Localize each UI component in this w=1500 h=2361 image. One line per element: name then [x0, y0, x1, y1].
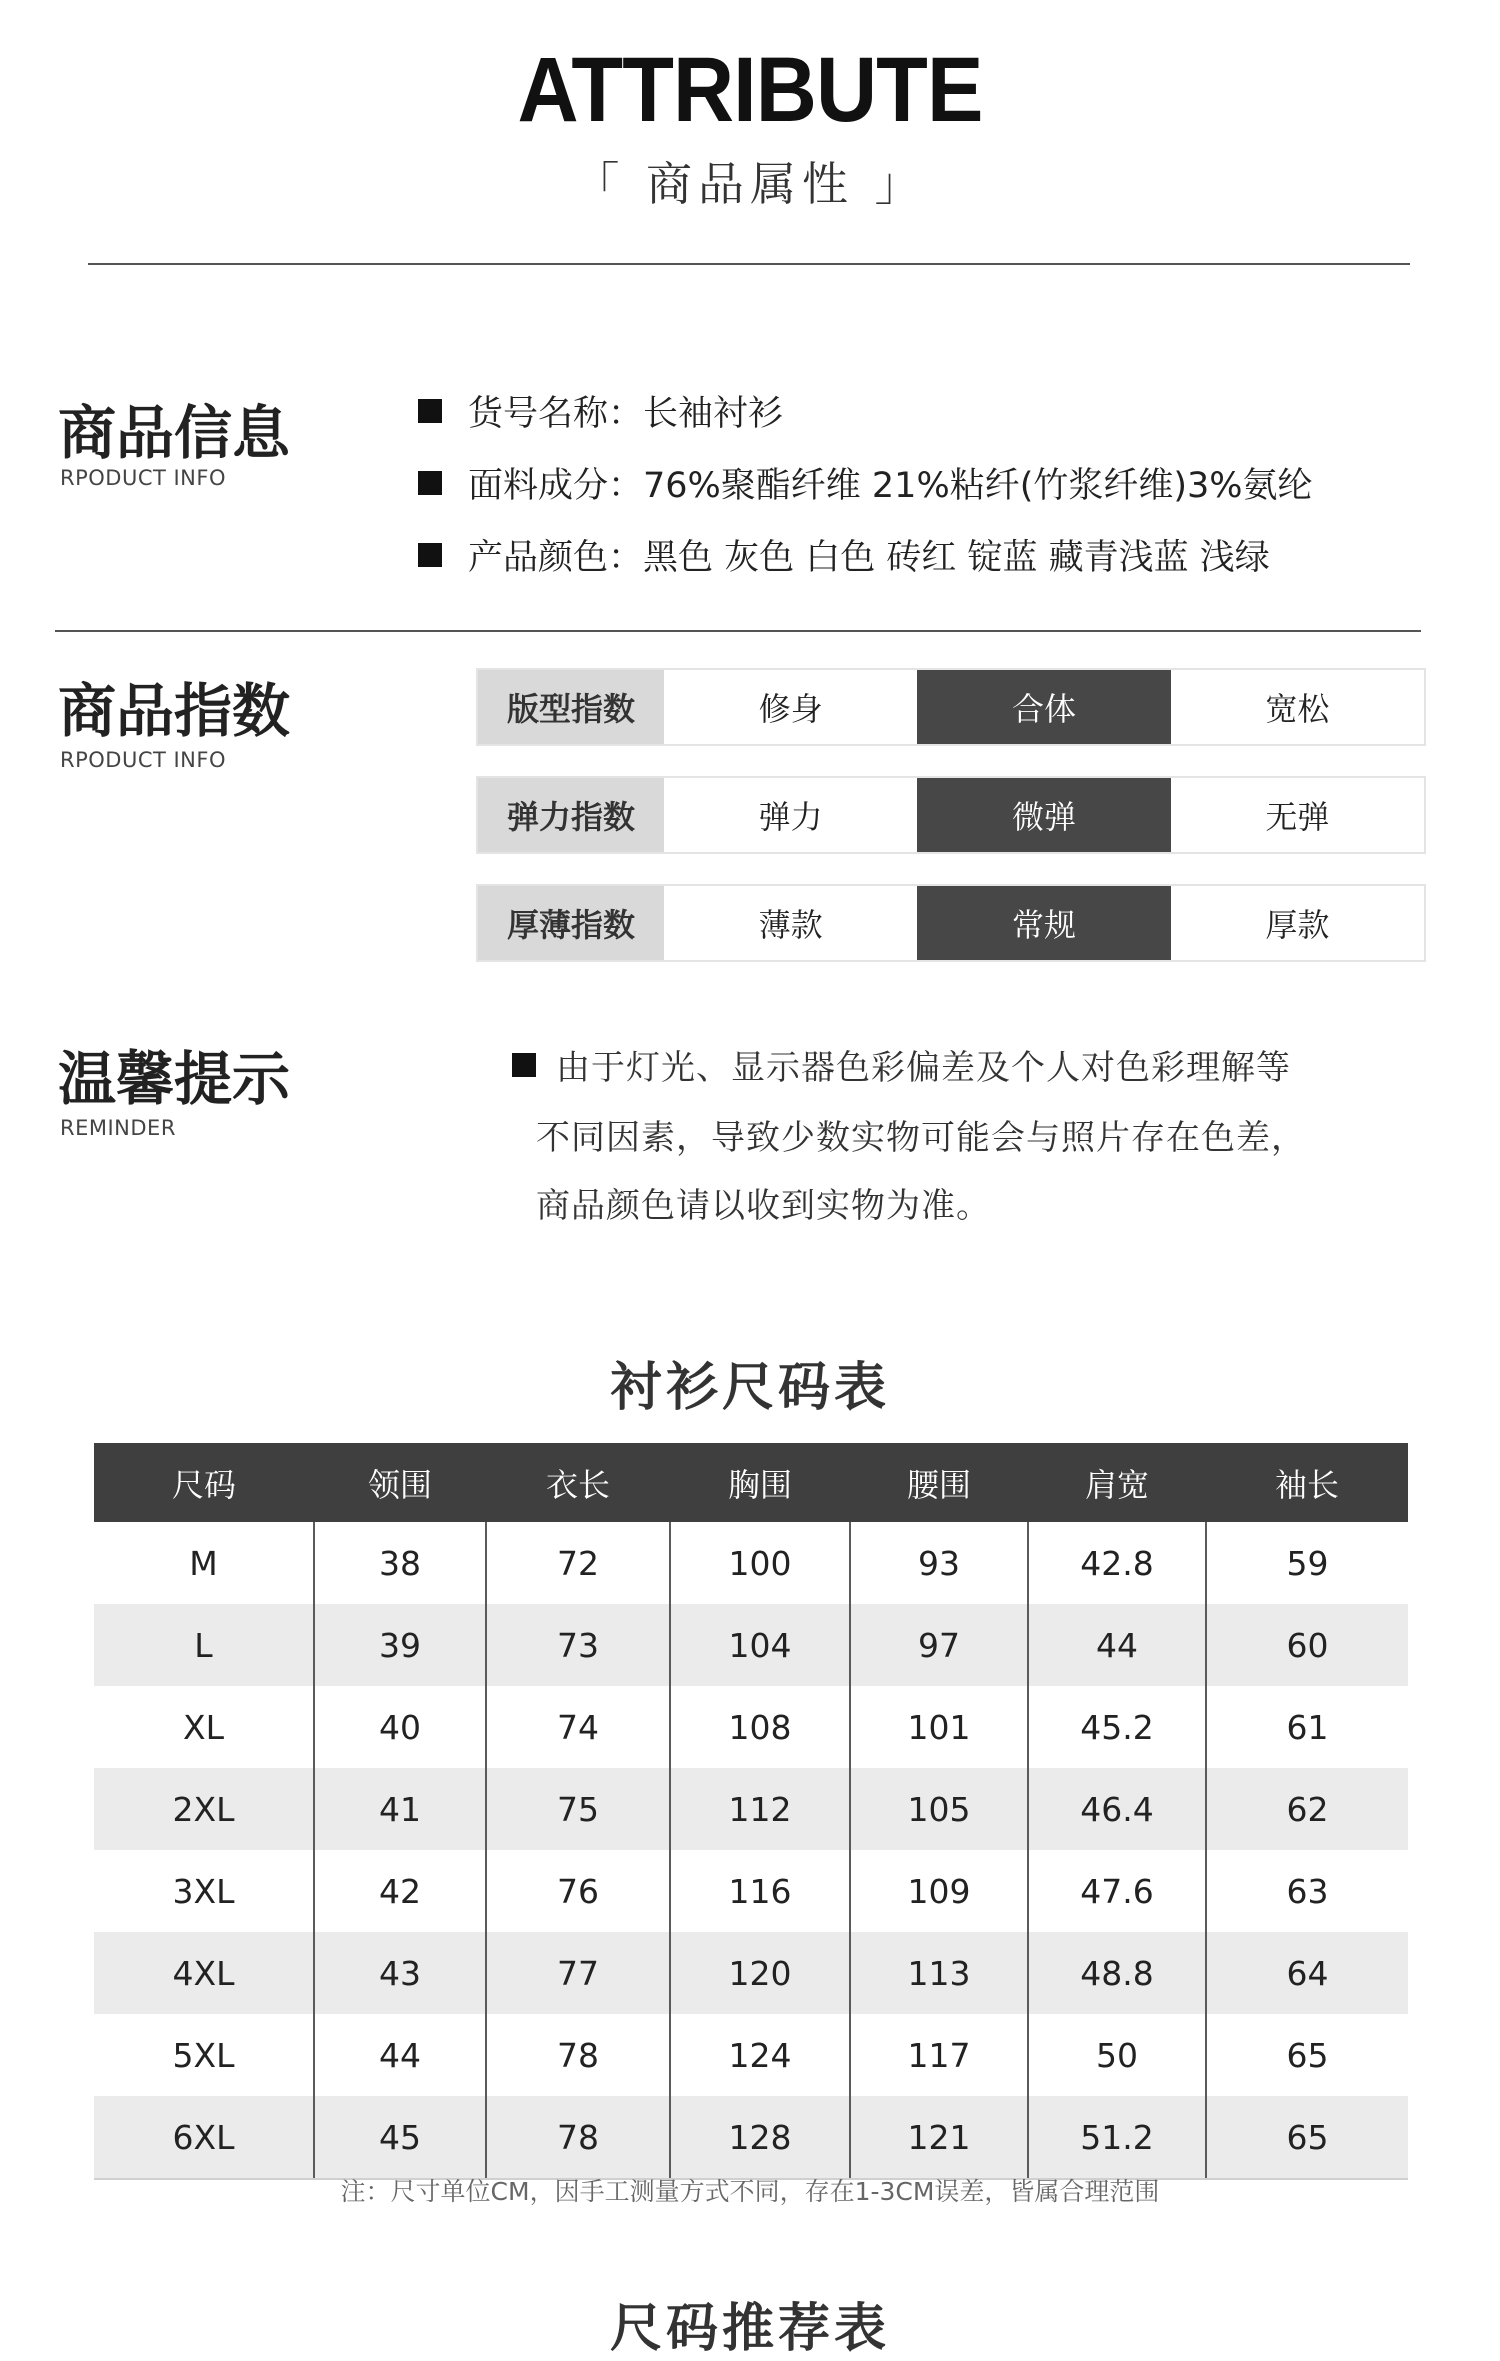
measure-cell: 45.2: [1028, 1686, 1206, 1768]
info-line-item-name: 货号名称：长袖衬衫: [418, 386, 783, 436]
bullet-icon: [512, 1053, 536, 1077]
size-cell: L: [94, 1604, 314, 1686]
page-title: ATTRIBUTE: [517, 39, 983, 141]
measure-cell: 77: [486, 1932, 670, 2014]
size-cell: 5XL: [94, 2014, 314, 2096]
index-option: 厚款: [1171, 886, 1424, 960]
measure-cell: 73: [486, 1604, 670, 1686]
measure-cell: 59: [1206, 1522, 1408, 1604]
page-subtitle: 「 商品属性 」: [573, 157, 927, 211]
measure-cell: 120: [670, 1932, 850, 2014]
measure-cell: 47.6: [1028, 1850, 1206, 1932]
measure-cell: 42: [314, 1850, 486, 1932]
bullet-icon: [418, 471, 442, 495]
column-header: 领围: [314, 1443, 486, 1522]
thickness-index-row: [476, 884, 1426, 962]
size-cell: 3XL: [94, 1850, 314, 1932]
measure-cell: 116: [670, 1850, 850, 1932]
measure-cell: 109: [850, 1850, 1028, 1932]
product-info-title: 商品信息: [58, 399, 291, 467]
index-label: 厚薄指数: [478, 886, 664, 960]
info-line-colors: 产品颜色：黑色 灰色 白色 砖红 锭蓝 藏青浅蓝 浅绿: [418, 530, 1270, 580]
table-row: [94, 1604, 1408, 1686]
size-cell: M: [94, 1522, 314, 1604]
measure-cell: 42.8: [1028, 1522, 1206, 1604]
index-option: 宽松: [1171, 670, 1424, 744]
measure-cell: 50: [1028, 2014, 1206, 2096]
elasticity-index-row: [476, 776, 1426, 854]
measure-cell: 44: [1028, 1604, 1206, 1686]
index-option: 修身: [664, 670, 917, 744]
reminder-line: 商品颜色请以收到实物为准。: [536, 1186, 991, 1226]
measure-cell: 105: [850, 1768, 1028, 1850]
measure-cell: 64: [1206, 1932, 1408, 2014]
measure-cell: 121: [850, 2096, 1028, 2179]
index-option: 无弹: [1171, 778, 1424, 852]
measure-cell: 65: [1206, 2014, 1408, 2096]
table-row: [94, 1850, 1408, 1932]
measure-cell: 128: [670, 2096, 850, 2179]
measure-cell: 97: [850, 1604, 1028, 1686]
bullet-icon: [418, 543, 442, 567]
measure-cell: 45: [314, 2096, 486, 2179]
measure-cell: 43: [314, 1932, 486, 2014]
bullet-icon: [418, 399, 442, 423]
measure-cell: 39: [314, 1604, 486, 1686]
fit-index-row: [476, 668, 1426, 746]
reminder-line: 由于灯光、显示器色彩偏差及个人对色彩理解等: [512, 1040, 1291, 1089]
measure-cell: 78: [486, 2096, 670, 2179]
table-row: [94, 1522, 1408, 1604]
measure-cell: 61: [1206, 1686, 1408, 1768]
size-recommendation-title: 尺码推荐表: [609, 2299, 890, 2359]
measure-cell: 41: [314, 1768, 486, 1850]
size-chart-title: 衬衫尺码表: [609, 1358, 890, 1418]
size-cell: 4XL: [94, 1932, 314, 2014]
index-option-selected: 微弹: [917, 778, 1170, 852]
measure-cell: 124: [670, 2014, 850, 2096]
index-option: 弹力: [664, 778, 917, 852]
product-index-subtitle: RPODUCT INFO: [60, 748, 227, 772]
column-header: 胸围: [670, 1443, 850, 1522]
measure-cell: 78: [486, 2014, 670, 2096]
measure-cell: 44: [314, 2014, 486, 2096]
measure-cell: 76: [486, 1850, 670, 1932]
table-row: [94, 2096, 1408, 2179]
column-header: 衣长: [486, 1443, 670, 1522]
table-row: [94, 2014, 1408, 2096]
table-header-row: [94, 1443, 1408, 1522]
measure-cell: 72: [486, 1522, 670, 1604]
index-label: 版型指数: [478, 670, 664, 744]
index-option: 薄款: [664, 886, 917, 960]
measure-cell: 60: [1206, 1604, 1408, 1686]
column-header: 袖长: [1206, 1443, 1408, 1522]
size-chart-body: [94, 1522, 1408, 2179]
measure-cell: 75: [486, 1768, 670, 1850]
product-index-title: 商品指数: [58, 677, 291, 745]
measure-cell: 38: [314, 1522, 486, 1604]
reminder-title: 温馨提示: [58, 1045, 291, 1113]
table-row: [94, 1686, 1408, 1768]
measure-cell: 48.8: [1028, 1932, 1206, 2014]
info-line-fabric: 面料成分：76%聚酯纤维 21%粘纤(竹浆纤维)3%氨纶: [418, 458, 1313, 508]
measure-cell: 104: [670, 1604, 850, 1686]
size-cell: XL: [94, 1686, 314, 1768]
measure-cell: 93: [850, 1522, 1028, 1604]
measure-cell: 112: [670, 1768, 850, 1850]
column-header: 腰围: [850, 1443, 1028, 1522]
measure-cell: 108: [670, 1686, 850, 1768]
index-label: 弹力指数: [478, 778, 664, 852]
measure-cell: 62: [1206, 1768, 1408, 1850]
measure-cell: 113: [850, 1932, 1028, 2014]
size-cell: 6XL: [94, 2096, 314, 2179]
column-header: 尺码: [94, 1443, 314, 1522]
table-row: [94, 1768, 1408, 1850]
reminder-line: 不同因素，导致少数实物可能会与照片存在色差，: [536, 1118, 1306, 1158]
measure-cell: 40: [314, 1686, 486, 1768]
header-divider: [88, 263, 1410, 265]
table-row: [94, 1932, 1408, 2014]
measure-cell: 74: [486, 1686, 670, 1768]
size-chart-note: 注：尺寸单位CM，因手工测量方式不同，存在1-3CM误差，皆属合理范围: [340, 2177, 1160, 2206]
measure-cell: 101: [850, 1686, 1028, 1768]
size-chart-table: [94, 1443, 1408, 2180]
measure-cell: 100: [670, 1522, 850, 1604]
column-header: 肩宽: [1028, 1443, 1206, 1522]
measure-cell: 117: [850, 2014, 1028, 2096]
reminder-subtitle: REMINDER: [60, 1116, 176, 1140]
measure-cell: 65: [1206, 2096, 1408, 2179]
measure-cell: 63: [1206, 1850, 1408, 1932]
size-cell: 2XL: [94, 1768, 314, 1850]
section-divider: [55, 630, 1421, 632]
measure-cell: 51.2: [1028, 2096, 1206, 2179]
index-option-selected: 合体: [917, 670, 1170, 744]
index-option-selected: 常规: [917, 886, 1170, 960]
measure-cell: 46.4: [1028, 1768, 1206, 1850]
product-info-subtitle: RPODUCT INFO: [60, 466, 227, 490]
